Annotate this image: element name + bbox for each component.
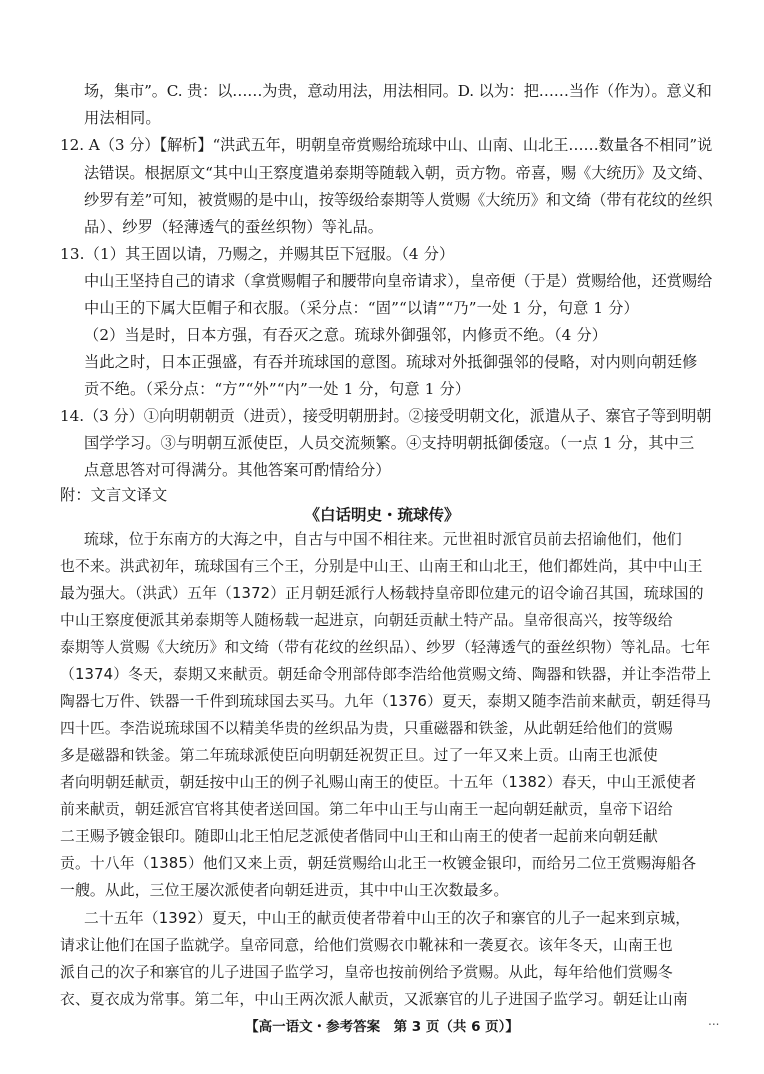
- translation-line: 二王赐予镀金银印。随即山北王怕尼芝派使者偕同中山王和山南王的使者一起前来向朝廷献: [60, 828, 658, 845]
- translation-line: 衣、夏衣成为常事。第二年，中山王两次派人献贡，又派寨官的儿子进国子监学习。朝廷让山南: [60, 991, 688, 1008]
- translation-line: 请求让他们在国子监就学。皇帝同意，给他们赏赐衣巾靴袜和一袭夏衣。该年冬天，山南王也: [60, 937, 673, 954]
- translation-line: 派自己的次子和寨官的儿子进国子监学习，皇帝也按前例给予赏赐。从此，每年给他们赏赐冬: [60, 964, 673, 981]
- answer-line: 品）、纱罗（轻薄透气的蚕丝织物）等礼品。: [84, 218, 384, 236]
- translation-line: 泰期等人赏赐《大统历》和文绮（带有花纹的丝织品）、纱罗（轻薄透气的蚕丝织物）等礼品。七年: [60, 639, 711, 656]
- answer-line: 14.（3 分）①向明朝朝贡（进贡），接受明朝册封。②接受明朝文化，派遣从子、寨官子等到明朝: [60, 407, 712, 425]
- answer-line: 12. A（3 分）【解析】“洪武五年，明朝皇帝赏赐给琉球中山、山南、山北王……数量各不相同”说: [60, 136, 713, 154]
- translation-line: 贡。十八年（1385）他们又来上贡，朝廷赏赐给山北王一枚镀金银印，而给另二位王赏赐海船各: [60, 855, 697, 872]
- answer-line: 中山王坚持自己的请求（拿赏赐帽子和腰带向皇帝请求），皇帝便（于是）赏赐给他，还赏赐给: [84, 272, 713, 290]
- translation-line: 中山王察度便派其弟泰期等人随杨载一起进京，向朝廷贡献土特产品。皇帝很高兴，按等级给: [60, 612, 673, 629]
- translation-line: 四十匹。李浩说琉球国不以精美华贵的丝织品为贵，只重磁器和铁釜，从此朝廷给他们的赏赐: [60, 720, 673, 737]
- translation-line: 二十五年（1392）夏天，中山王的献贡使者带着中山王的次子和寨官的儿子一起来到京城，: [84, 910, 691, 927]
- answer-line: 纱罗有差”可知，被赏赐的是中山，按等级给泰期等人赏赐《大统历》和文绮（带有花纹的丝织: [84, 191, 713, 209]
- answer-line: 用法相同。: [84, 109, 161, 127]
- answer-line: 法错误。根据原文“其中山王察度遣弟泰期等随载入朝，贡方物。帝喜，赐《大统历》及文绮、: [84, 164, 713, 182]
- translation-line: 者向明朝廷献贡，朝廷按中山王的例子礼赐山南王的使臣。十五年（1382）春天，中山王派使者: [60, 774, 697, 791]
- answer-line: 点意思答对可得满分。其他答案可酌情给分）: [84, 461, 391, 479]
- translation-line: 琉球，位于东南方的大海之中，自古与中国不相往来。元世祖时派官员前去招谕他们，他们: [84, 531, 682, 548]
- translation-title: 《白话明史・琉球传》: [304, 506, 460, 524]
- translation-line: 最为强大。（洪武）五年（1372）正月朝廷派行人杨载持皇帝即位建元的诏令谕召其国，琉球国的: [60, 585, 704, 602]
- answer-line: 当此之时，日本正强盛，有吞并琉球国的意图。琉球对外抵御强邻的侵略，对内则向朝廷修: [84, 353, 698, 371]
- answer-line: 国学学习。③与明朝互派使臣，人员交流频繁。④支持明朝抵御倭寇。（一点 1 分，其中三: [84, 434, 695, 452]
- answer-line: 13.（1）其王固以请，乃赐之，并赐其臣下冠服。（4 分）: [60, 245, 455, 263]
- appendix-label: 附：文言文译文: [60, 486, 168, 504]
- footer-ellipsis: ...: [708, 1014, 720, 1028]
- answer-line: 中山王的下属大臣帽子和衣服。（采分点：“固”“以请”“乃”一处 1 分，句意 1 分）: [84, 299, 639, 317]
- translation-line: 陶器七万件、铁器一千件到琉球国去买马。九年（1376）夏天，泰期又随李浩前来献贡，朝廷得马: [60, 693, 712, 710]
- translation-line: 也不来。洪武初年，琉球国有三个王，分别是中山王、山南王和山北王，他们都姓尚，其中中山王: [60, 558, 703, 575]
- translation-line: （1374）冬天，泰期又来献贡。朝廷命令刑部侍郎李浩给他赏赐文绮、陶器和铁器，并让李浩带上: [60, 666, 712, 683]
- answer-line: 贡不绝。（采分点：“方”“外”“内”一处 1 分，句意 1 分）: [84, 380, 471, 398]
- translation-line: 多是磁器和铁釜。第二年琉球派使臣向明朝廷祝贺正旦。过了一年又来上贡。山南王也派使: [60, 747, 658, 764]
- answer-line: （2）当是时，日本方强，有吞灭之意。琉球外御强邻，内修贡不绝。（4 分）: [84, 326, 608, 344]
- page-footer: 【高一语文・参考答案 第 3 页（共 6 页）】: [245, 1019, 519, 1035]
- translation-line: 一艘。从此，三位王屡次派使者向朝廷进贡，其中中山王次数最多。: [60, 882, 509, 899]
- translation-line: 前来献贡，朝廷派宫官将其使者送回国。第二年中山王与山南王一起向朝廷献贡，皇帝下诏给: [60, 801, 673, 818]
- answer-line: 场，集市”。C. 贵：以……为贵，意动用法，用法相同。D. 以为：把……当作（作为）。意义和: [84, 82, 712, 100]
